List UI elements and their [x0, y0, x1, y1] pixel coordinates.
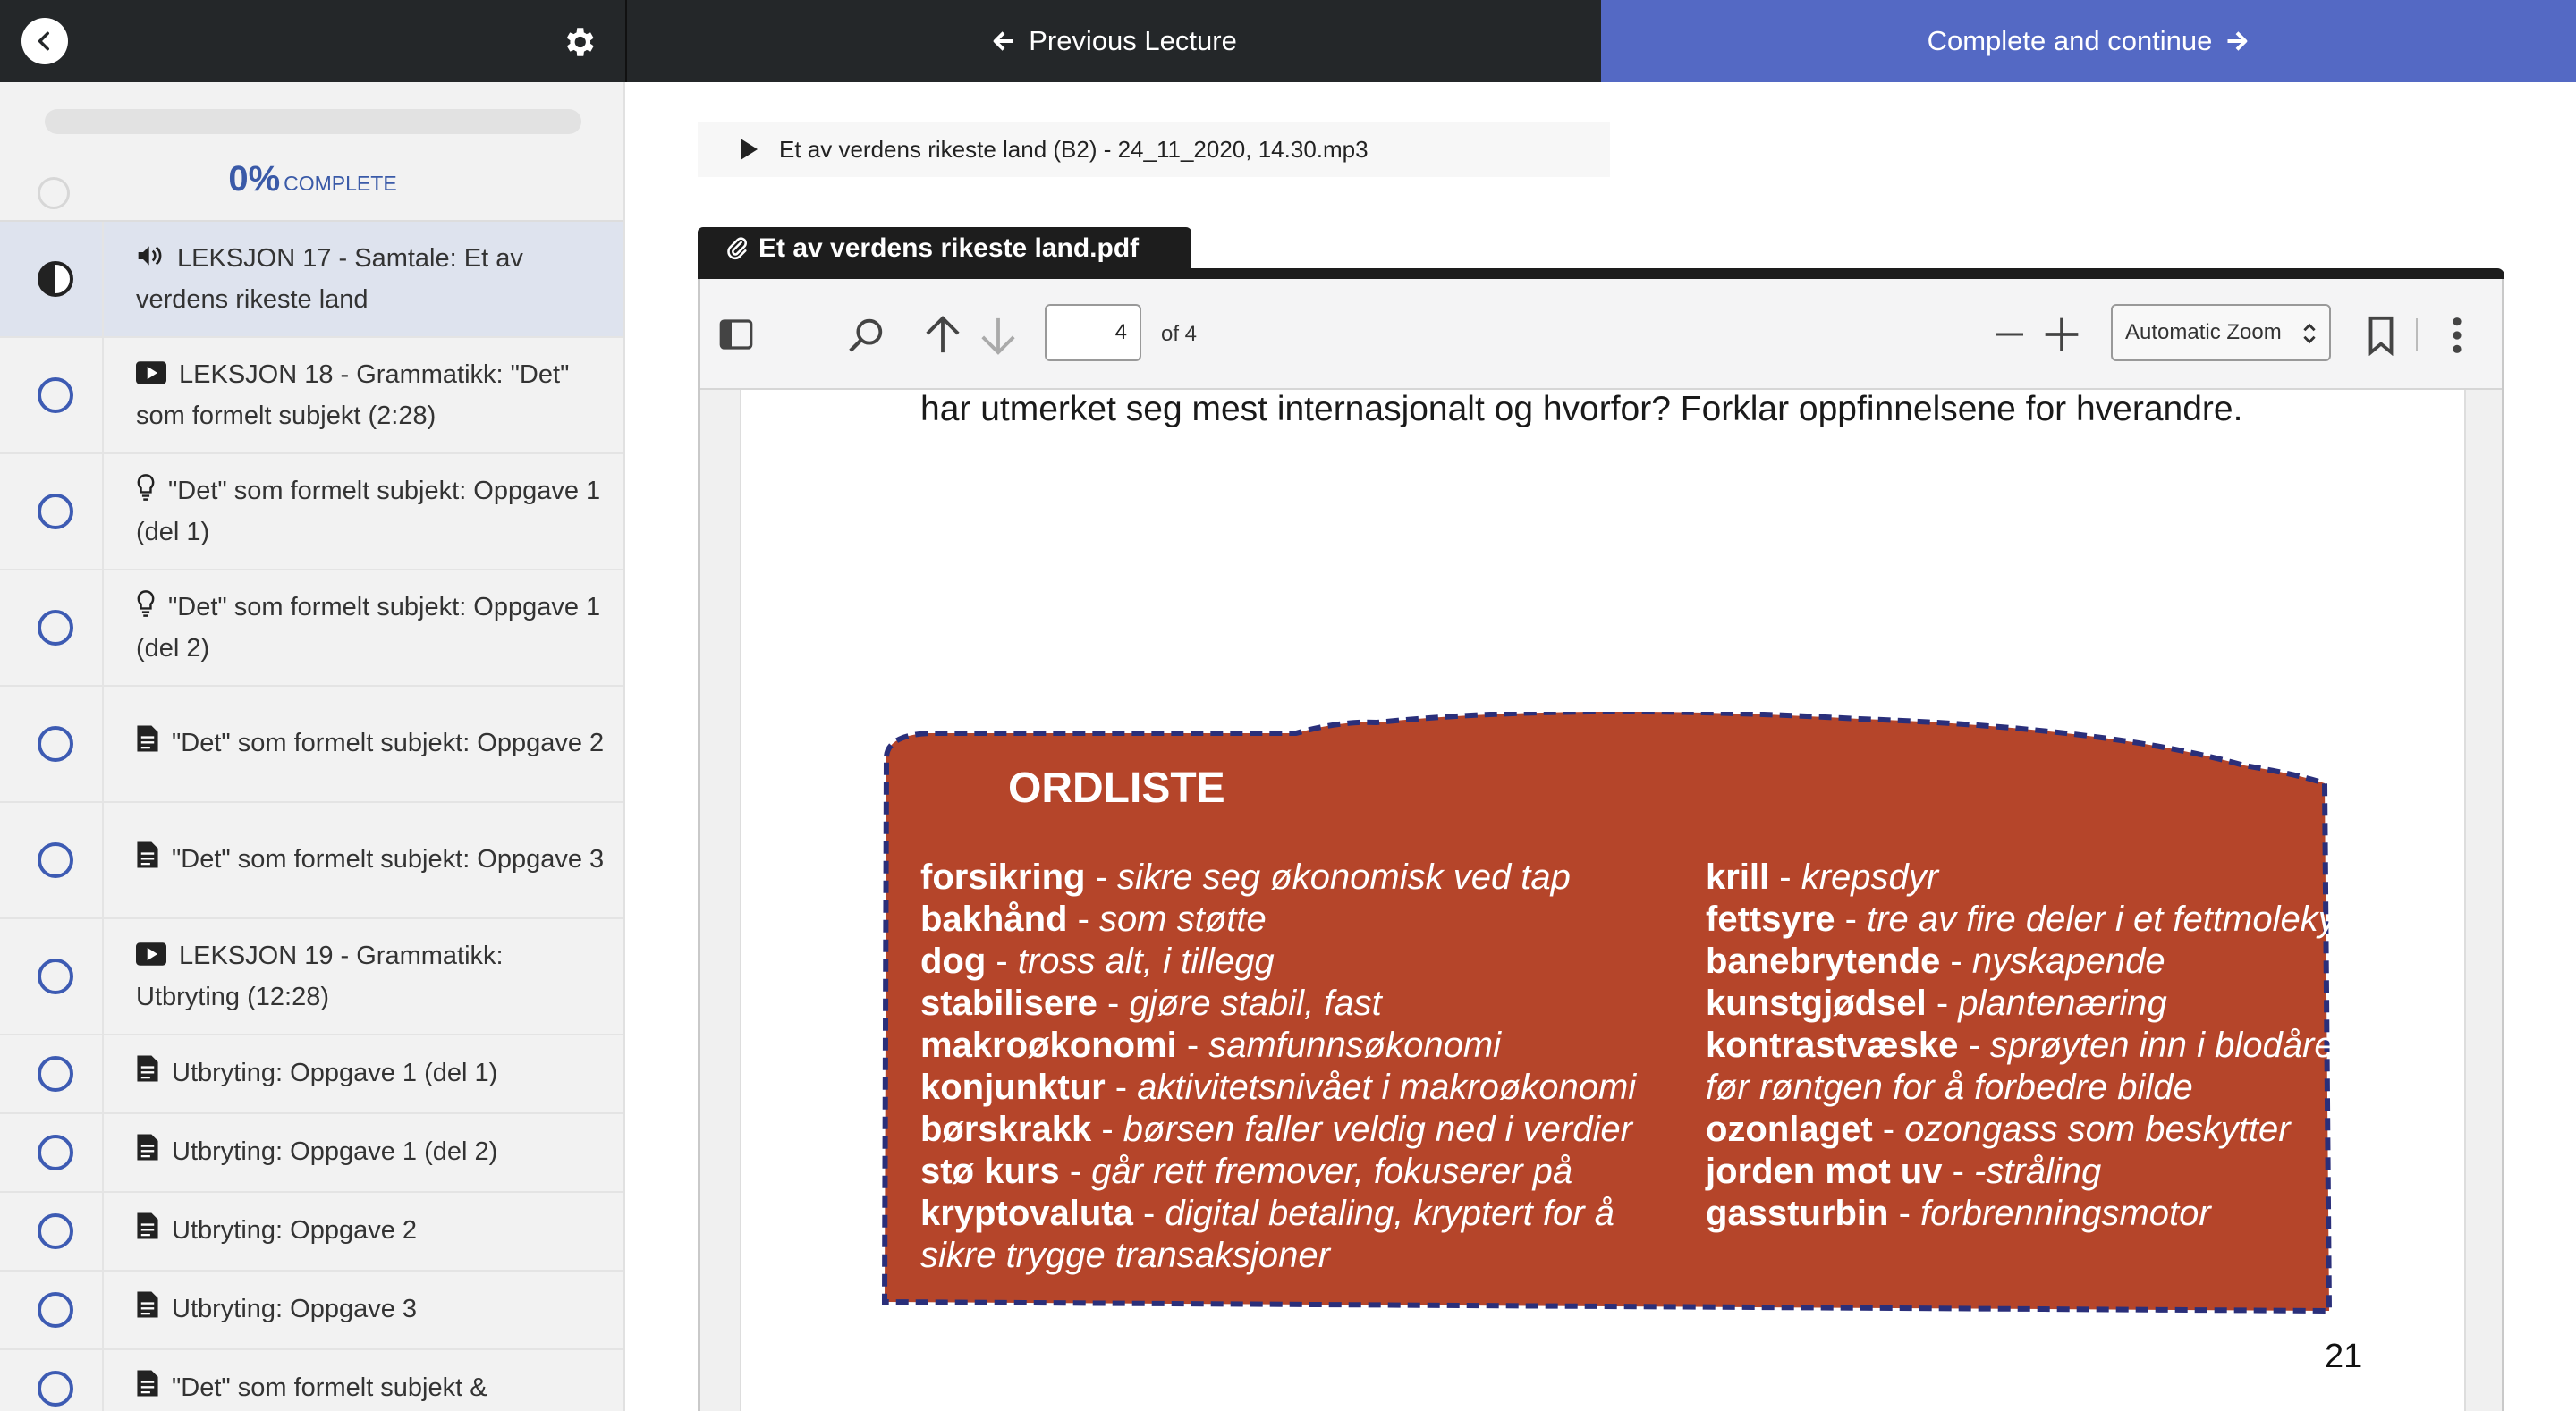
ordliste-separator: -: [1958, 1026, 1990, 1065]
pdf-tab-label: Et av verdens rikeste land.pdf: [758, 233, 1140, 263]
lecture-item[interactable]: [0, 1272, 623, 1350]
ordliste-entry: [1706, 1067, 2346, 1109]
ordliste-separator: -: [1105, 1068, 1138, 1107]
ordliste-entry: [1706, 1151, 2346, 1193]
ordliste-entry: [1706, 1109, 2346, 1151]
completion-circle-icon: [38, 1135, 73, 1170]
lecture-item[interactable]: [0, 1035, 623, 1114]
ordliste-definition: nyskapende: [1971, 942, 2165, 981]
ordliste-term: stø kurs: [920, 1152, 1060, 1191]
ordliste-separator: -: [1132, 1194, 1165, 1233]
lightbulb-icon: [136, 589, 156, 629]
completion-circle-icon: [38, 842, 73, 878]
document-icon: [136, 1054, 159, 1094]
previous-lecture-button[interactable]: [625, 0, 1601, 82]
completion-circle-icon: [38, 1292, 73, 1328]
lecture-title-text: "Det" som formelt subjekt &: [172, 1373, 487, 1403]
arrow-right-icon: [2224, 29, 2250, 54]
lecture-title-text: LEKSJON 19 - Grammatikk: Utbryting (12:28): [136, 942, 504, 1011]
completion-circle-icon: [38, 959, 73, 994]
ordliste-definition: digital betaling, kryptert for å: [1165, 1194, 1614, 1233]
item-divider: [102, 454, 104, 569]
completion-circle-icon: [38, 610, 73, 646]
lecture-title-text: Utbryting: Oppgave 1 (del 1): [172, 1059, 498, 1088]
lecture-title: [136, 840, 604, 881]
progress-bar: [45, 109, 581, 134]
lecture-title-text: Utbryting: Oppgave 3: [172, 1295, 418, 1324]
item-divider: [102, 919, 104, 1034]
lecture-item[interactable]: [0, 687, 623, 803]
page-count: of 4: [1161, 322, 1198, 346]
lecture-title-text: "Det" som formelt subjekt: Oppgave 1 (del 1): [136, 477, 601, 546]
pdf-tab: [698, 227, 1191, 270]
pdf-page: [740, 390, 2466, 1411]
arrow-left-icon: [991, 29, 1016, 54]
more-options-icon[interactable]: [2450, 315, 2464, 356]
ordliste-separator: -: [1942, 1152, 1974, 1191]
lecture-title: [136, 1368, 487, 1409]
ordliste-term: kontrastvæske: [1706, 1026, 1959, 1065]
toolbar-divider: [2416, 318, 2418, 351]
completion-circle-icon: [38, 1056, 73, 1092]
lecture-item[interactable]: [0, 454, 623, 570]
ordliste-definition: sikre seg økonomisk ved tap: [1117, 858, 1571, 897]
ordliste-separator: -: [1085, 858, 1118, 897]
ordliste-separator: -: [1067, 900, 1100, 939]
ordliste-definition: sprøyten inn i blodårer: [1989, 1026, 2346, 1065]
pdf-toolbar: [700, 279, 2502, 390]
lecture-title-text: Utbryting: Oppgave 2: [172, 1216, 418, 1246]
ordliste-entry: [920, 1235, 1636, 1277]
completion-circle-icon: [38, 1213, 73, 1249]
ordliste-separator: -: [1940, 942, 1972, 981]
completion-circle-icon: [38, 726, 73, 762]
ordliste-entry: [920, 1067, 1636, 1109]
video-icon: [136, 357, 166, 396]
item-divider: [102, 1035, 104, 1112]
ordliste-separator: -: [986, 942, 1018, 981]
zoom-value: Automatic Zoom: [2125, 320, 2282, 344]
document-icon: [136, 841, 159, 881]
ordliste-term: kunstgjødsel: [1706, 984, 1927, 1023]
ordliste-term: bakhånd: [920, 900, 1068, 939]
ordliste-entry: [920, 857, 1636, 899]
lecture-item[interactable]: [0, 803, 623, 919]
progress-percent: 0%: [228, 159, 281, 199]
select-arrows-icon: [2301, 320, 2318, 347]
ordliste-term: konjunktur: [920, 1068, 1106, 1107]
ordliste-definition: som støtte: [1099, 900, 1267, 939]
completion-circle-icon: [38, 377, 73, 413]
item-divider: [102, 338, 104, 452]
ordliste-separator: -: [1769, 858, 1801, 897]
document-icon: [136, 1290, 159, 1331]
lecture-title: [136, 239, 606, 318]
ordliste-definition: sikre trygge transaksjoner: [920, 1236, 1330, 1275]
lecture-item[interactable]: [0, 1193, 623, 1272]
document-icon: [136, 1369, 159, 1409]
zoom-in-icon[interactable]: [2042, 315, 2081, 354]
ordliste-entry: [1706, 1025, 2346, 1067]
lecture-title-text: LEKSJON 17 - Samtale: Et av verdens rikeste land: [136, 244, 523, 314]
ordliste-title: ORDLISTE: [1008, 765, 1225, 812]
complete-and-continue-button[interactable]: [1601, 0, 2576, 82]
lecture-item[interactable]: [0, 338, 623, 454]
ordliste-entry: [1706, 857, 2346, 899]
ordliste-term: stabilisere: [920, 984, 1097, 1023]
lecture-item[interactable]: [0, 1350, 623, 1411]
lecture-item[interactable]: [0, 222, 623, 338]
ordliste-separator: -: [1926, 984, 1959, 1023]
lecture-item[interactable]: [0, 919, 623, 1035]
lecture-title: [136, 936, 606, 1016]
search-icon[interactable]: [845, 315, 886, 356]
item-divider: [102, 1114, 104, 1191]
gear-icon[interactable]: [560, 23, 597, 61]
progress-section: [0, 82, 623, 222]
lecture-title-text: "Det" som formelt subjekt: Oppgave 1 (del 2): [136, 593, 601, 663]
lecture-title-text: Utbryting: Oppgave 1 (del 2): [172, 1137, 498, 1167]
ordliste-separator: -: [1097, 984, 1130, 1023]
ordliste-definition: plantenæring: [1958, 984, 2167, 1023]
ordliste-entry: [1706, 983, 2346, 1025]
ordliste-entry: [920, 941, 1636, 983]
ordliste-definition: forbrenningsmotor: [1920, 1194, 2211, 1233]
zoom-out-icon[interactable]: [1990, 318, 2029, 351]
paperclip-icon: [724, 236, 750, 261]
ordliste-separator: -: [1888, 1194, 1921, 1233]
item-divider: [102, 1350, 104, 1411]
lecture-list: [0, 222, 623, 1411]
lecture-title: [136, 1053, 497, 1094]
speaker-icon: [136, 241, 165, 280]
page-body-text: har utmerket seg mest internasjonalt og hvorfor? Forklar oppfinnelsene for hverandre.: [920, 390, 2243, 428]
ordliste-term: jorden mot uv: [1706, 1152, 1943, 1191]
top-bar: [0, 0, 2576, 82]
arrow-up-icon[interactable]: [922, 313, 963, 358]
ordliste-term: kryptovaluta: [920, 1194, 1133, 1233]
ordliste-definition: gjøre stabil, fast: [1129, 984, 1382, 1023]
ordliste-term: forsikring: [920, 858, 1086, 897]
ordliste-entry: [920, 1025, 1636, 1067]
progress-label: COMPLETE: [284, 172, 397, 195]
completion-circle-icon: [38, 261, 73, 297]
ordliste-separator: -: [1872, 1110, 1905, 1149]
ordliste-definition: før røntgen for å forbedre bilde: [1706, 1068, 2193, 1107]
audio-attachment[interactable]: [698, 122, 1610, 177]
pdf-viewer: [698, 279, 2504, 1411]
bookmark-icon[interactable]: [2366, 315, 2396, 356]
chevron-left-icon: [33, 30, 56, 53]
ordliste-term: dog: [920, 942, 987, 981]
ordliste-definition: børsen faller veldig ned i verdier: [1123, 1110, 1632, 1149]
lecture-title-text: LEKSJON 18 - Grammatikk: "Det" som formelt subjekt (2:28): [136, 360, 570, 430]
ordliste-definition: samfunnsøkonomi: [1208, 1026, 1502, 1065]
document-icon: [136, 1212, 159, 1252]
ordliste-definition: krepsdyr: [1801, 858, 1939, 897]
document-icon: [136, 724, 159, 765]
ordliste-term: ozonlaget: [1706, 1110, 1873, 1149]
ordliste-entry: [920, 1109, 1636, 1151]
lecture-title: [136, 587, 606, 667]
ordliste-term: makroøkonomi: [920, 1026, 1177, 1065]
item-divider: [102, 803, 104, 917]
ordliste-separator: -: [1835, 900, 1868, 939]
completion-circle-icon: [38, 494, 73, 529]
video-icon: [136, 938, 166, 977]
arrow-down-icon[interactable]: [978, 313, 1019, 358]
ordliste-term: gassturbin: [1706, 1194, 1889, 1233]
complete-and-continue-label: Complete and continue: [1927, 25, 2213, 56]
item-divider: [102, 1272, 104, 1348]
page-number-label: 21: [2325, 1338, 2363, 1375]
item-divider: [102, 1193, 104, 1270]
lightbulb-icon: [136, 473, 156, 512]
ordliste-entry: [920, 899, 1636, 941]
ordliste-entry: [1706, 899, 2346, 941]
ordliste-entry: [1706, 941, 2346, 983]
lecture-title: [136, 355, 606, 435]
ordliste-entry: [920, 983, 1636, 1025]
lecture-title: [136, 1289, 417, 1331]
lecture-title-text: "Det" som formelt subjekt: Oppgave 3: [172, 845, 605, 874]
lecture-item[interactable]: [0, 1114, 623, 1193]
item-divider: [102, 222, 104, 336]
previous-lecture-label: Previous Lecture: [1029, 25, 1237, 56]
ordliste-definition: tre av fire deler i et fettmolekyl: [1867, 900, 2344, 939]
ordliste-definition: ozongass som beskytter: [1904, 1110, 2291, 1149]
ordliste-entry: [920, 1151, 1636, 1193]
ordliste-definition: -stråling: [1974, 1152, 2102, 1191]
sidebar-header: [0, 0, 625, 82]
lecture-item[interactable]: [0, 570, 623, 687]
ordliste-entry: [920, 1193, 1636, 1235]
ordliste-definition: aktivitetsnivået i makroøkonomi: [1137, 1068, 1637, 1107]
item-divider: [102, 570, 104, 685]
lecture-title: [136, 471, 606, 551]
lecture-title-text: "Det" som formelt subjekt: Oppgave 2: [172, 729, 605, 758]
ordliste-term: børskrakk: [920, 1110, 1092, 1149]
completion-circle-icon: [38, 1371, 73, 1407]
progress-text: [0, 159, 625, 199]
ordliste-term: krill: [1706, 858, 1770, 897]
ordliste-separator: -: [1091, 1110, 1123, 1149]
ordliste-separator: -: [1176, 1026, 1209, 1065]
back-button[interactable]: [21, 18, 68, 64]
ordliste-term: fettsyre: [1706, 900, 1835, 939]
page-number-input[interactable]: 4: [1045, 304, 1141, 361]
lecture-title: [136, 1132, 497, 1173]
ordliste-right-column: [1706, 857, 2346, 1235]
document-icon: [136, 1133, 159, 1173]
play-icon[interactable]: [741, 139, 758, 160]
ordliste-definition: tross alt, i tillegg: [1017, 942, 1275, 981]
lecture-title: [136, 723, 604, 765]
lecture-title: [136, 1211, 417, 1252]
ordliste-definition: går rett fremover, fokuserer på: [1091, 1152, 1573, 1191]
ordliste-entry: [1706, 1193, 2346, 1235]
sidebar-toggle-icon[interactable]: [718, 317, 754, 352]
zoom-select[interactable]: [2111, 304, 2331, 361]
course-sidebar: [0, 82, 625, 1411]
ordliste-term: banebrytende: [1706, 942, 1941, 981]
ordliste-left-column: [920, 857, 1636, 1277]
item-divider: [102, 687, 104, 801]
audio-filename: Et av verdens rikeste land (B2) - 24_11_2020, 14.30.mp3: [779, 135, 1368, 163]
ordliste-separator: -: [1059, 1152, 1092, 1191]
